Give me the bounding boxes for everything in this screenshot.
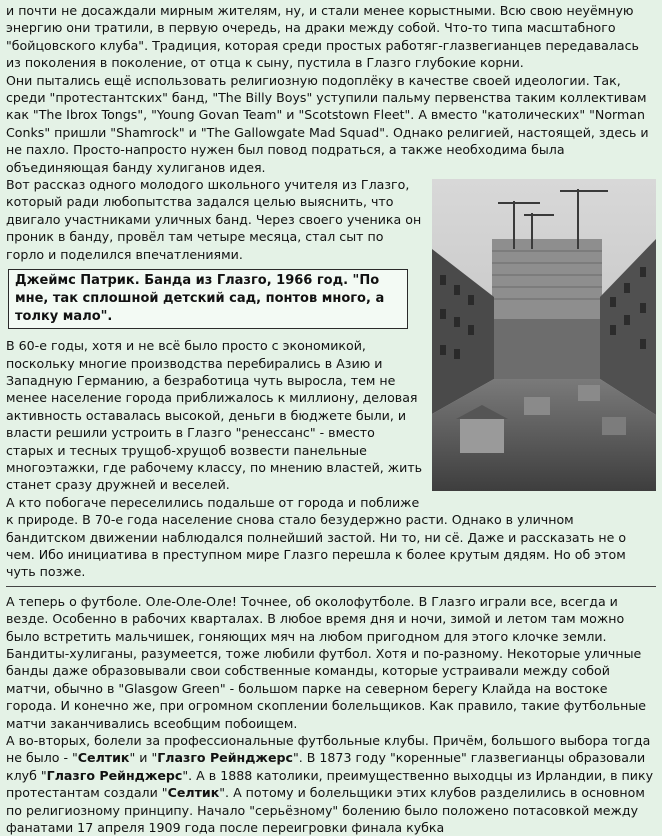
paragraph-3: Вот рассказ одного молодого школьного учителя из Глазго, который ради любопытства задался целью выяснить, что двигало участниками уличных банд. Через своего ученика он проник в банду, провёл там четыре месяца, стал сыт по горло и поделился впечатлениями.	[6, 177, 422, 262]
section-divider	[6, 586, 656, 587]
paragraph-5: А кто побогаче переселились подальше от города и поближе к природе. В 70-е года население снова стало безудержно расти. Однако в уличном бандитском движении наблюдался полнейший застой. Ни то, ни сё. Даже и рассказать не о чем. Ибо инициатива в преступном мире Глазго перешла к более крутым дядям. Но об этом чуть позже.	[6, 494, 627, 580]
text-run: А во-вторых, болели за профессиональные футбольные клубы. Причём, большого выбора тогда не было - "	[6, 733, 651, 766]
photo-glasgow-tenements	[432, 179, 656, 491]
quote-box: Джеймс Патрик. Банда из Глазго, 1966 год. "По мне, так сплошной детский сад, понтов много, а толку мало".	[8, 269, 408, 329]
text-run: " и "	[129, 750, 158, 766]
paragraph-2: Они пытались ещё использовать религиозную подоплёку в качестве своей идеологии. Так, среди "протестантских" банд, "The Billy Boys" уступили пальму первенства таким коллективам как "The Ibrox Tongs", "Young Govan Team" и "Scotstown Fleet". А вместо "католических" "Norman Conks" пришли "Shamrock" и "The Gallowgate Mad Squad". Однако религией, настоящей, здесь и не пахло. Просто-напросто нужен был повод подраться, а также необходима была объединяющая банду хулиганов идея.	[6, 72, 649, 175]
club-celtic: Селтик	[167, 785, 220, 801]
text-run: ". А в 1888 католики, преимущественно выходцы из Ирландии, в пику протестантам создали "	[6, 767, 654, 801]
club-rangers: Глазго Рейнджерс	[157, 750, 293, 766]
paragraph-7	[6, 732, 656, 836]
paragraph-4: В 60-е годы, хотя и не всё было просто с экономикой, поскольку многие производства перебирались в Азию и Западную Германию, а безработица чуть выросла, тем не менее население города приближалось к миллиону, деловая активность оставалась высокой, деньги в бюджете были, и власти решили устроить в Глазго "ренессанс" - вместо старых и тесных трущоб-хрущоб возвести панельные многоэтажки, где рабочему классу, по мнению властей, жить станет сразу дружней и веселей.	[6, 338, 423, 493]
paragraph-6: А теперь о футболе. Оле-Оле-Оле! Точнее, об околофутболе. В Глазго играли все, всегда и везде. Особенно в рабочих кварталах. В любое время дня и ночи, зимой и летом там можно было встретить мальчишек, гоняющих мяч на любом пригодном для этого клочке земли. Бандиты-хулиганы, разумеется, тоже любили футбол. Хотя и по-разному. Некоторые уличные банды даже образовывали свои собственные команды, которые устраивали между собой матчи, обычно в "Glasgow Green" - большом парке на северном берегу Клайда на востоке города. И конечно же, при огромном скоплении болельщиков. Как правило, такие футбольные матчи заканчивались всеобщим побоищем.	[6, 593, 647, 731]
text-run: ". В 1873 году "коренные" глазвегианцы образовали клуб "	[6, 750, 646, 783]
club-rangers: Глазго Рейнджерс	[46, 767, 183, 783]
text-run: ". А потому и болельщики этих клубов разделились в основном по религиозному принципу. Начало "серьёзному" болению было положено потасовкой между фанатами 17 апреля 1909 года после переигровки финала кубка	[6, 785, 645, 836]
club-celtic: Селтик	[77, 750, 130, 766]
paragraph-1: и почти не досаждали мирным жителям, ну, и стали менее корыстными. Всю свою неуёмную энергию они тратили, в первую очередь, на драки между собой. Что-то типа масштабного "бойцовского клуба". Традиция, которая среди простых работяг-глазвегианцев передавалась из поколения в поколение, от отца к сыну, пустила в Глазго глубокие корни.	[6, 3, 639, 71]
